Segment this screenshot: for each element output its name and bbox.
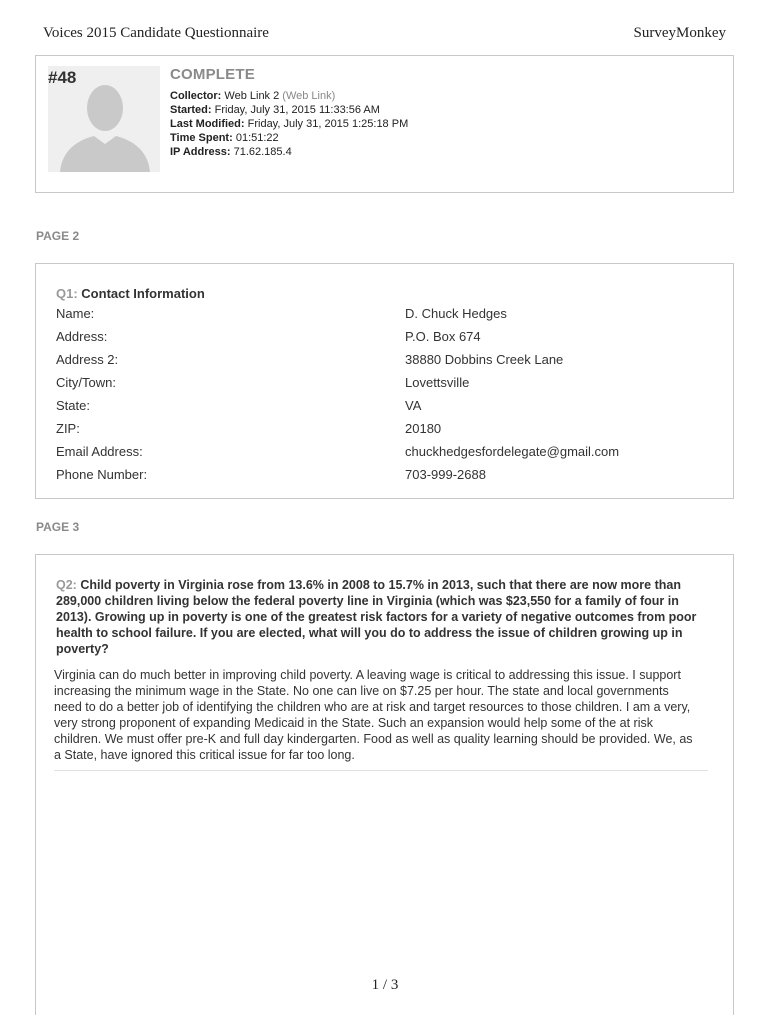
field-value: VA (405, 398, 422, 413)
started-line (170, 103, 408, 117)
page-2-label: PAGE 2 (36, 229, 80, 243)
contact-row (56, 421, 716, 444)
contact-row (56, 375, 716, 398)
started-label: Started: (170, 104, 212, 116)
field-value: Lovettsville (405, 375, 470, 390)
contact-row (56, 329, 716, 352)
field-label: City/Town: (56, 375, 116, 390)
field-value: 703-999-2688 (405, 467, 486, 482)
response-number: #48 (48, 68, 77, 87)
field-label: Email Address: (56, 444, 143, 459)
response-meta (170, 66, 408, 159)
question-2-text: Child poverty in Virginia rose from 13.6% in 2008 to 15.7% in 2013, such that there are now more than 289,000 children living below the federal poverty line in Virginia (which was $23,550 for a family of four in 2013). Growing up in poverty is one of the greatest risk factors for a variety of negative outcomes from poor health to school failure. If you are elected, what will you do to address the issue of children growing up in poverty? (56, 578, 697, 656)
collector-label: Collector: (170, 90, 222, 102)
field-label: Address 2: (56, 352, 119, 367)
answer-divider (54, 770, 708, 771)
field-value: P.O. Box 674 (405, 329, 481, 344)
question-1-text: Contact Information (81, 286, 205, 301)
question-1-title (56, 286, 205, 301)
contact-row (56, 444, 716, 467)
last-modified-line (170, 117, 408, 131)
field-label: ZIP: (56, 421, 80, 436)
field-label: Address: (56, 329, 108, 344)
document-title: Voices 2015 Candidate Questionnaire (43, 25, 269, 41)
field-label: Name: (56, 306, 95, 321)
brand-name: SurveyMonkey (633, 25, 726, 41)
time-spent-line (170, 131, 408, 145)
contact-row (56, 398, 716, 421)
field-label: State: (56, 398, 90, 413)
field-value: D. Chuck Hedges (405, 306, 507, 321)
collector-type: (Web Link) (282, 90, 336, 102)
field-label: Phone Number: (56, 467, 148, 482)
question-1-number: Q1: (56, 286, 78, 301)
contact-info-list (56, 306, 716, 490)
page-3-label: PAGE 3 (36, 520, 80, 534)
ip-address-label: IP Address: (170, 146, 231, 158)
response-summary-card (35, 55, 734, 193)
field-value: chuckhedgesfordelegate@gmail.com (405, 444, 620, 459)
collector-value: Web Link 2 (224, 90, 280, 102)
contact-row (56, 467, 716, 490)
response-status: COMPLETE (170, 66, 255, 83)
field-value: 38880 Dobbins Creek Lane (405, 352, 564, 367)
time-spent-value: 01:51:22 (235, 132, 279, 144)
time-spent-label: Time Spent: (170, 132, 233, 144)
ip-address-value: 71.62.185.4 (233, 146, 292, 158)
question-2-number: Q2: (56, 578, 77, 592)
last-modified-value: Friday, July 31, 2015 1:25:18 PM (247, 118, 409, 130)
question-2-title (56, 577, 706, 657)
question-2-card (35, 554, 734, 1015)
contact-row (56, 306, 716, 329)
started-value: Friday, July 31, 2015 11:33:56 AM (214, 104, 380, 116)
contact-row (56, 352, 716, 375)
question-2-answer: Virginia can do much better in improving child poverty. A leaving wage is critical to addressing this issue. I support increasing the minimum wage in the State. No one can live on $7.25 per hour. The state and local governments need to do a better job of identifying the children who are at risk and target resources to those children. I am a very, very strong proponent of expanding Medicaid in the State. Such an expansion would help some of the at risk children. We must offer pre-K and full day kindergarten. Food as well as quality learning should be provided. We, as a State, have ignored this critical issue for far too long. (54, 668, 693, 762)
last-modified-label: Last Modified: (170, 118, 245, 130)
collector-line (170, 89, 408, 103)
field-value: 20180 (405, 421, 442, 436)
page-number: 1 / 3 (371, 977, 399, 993)
ip-address-line (170, 145, 408, 159)
question-1-card (35, 263, 734, 499)
